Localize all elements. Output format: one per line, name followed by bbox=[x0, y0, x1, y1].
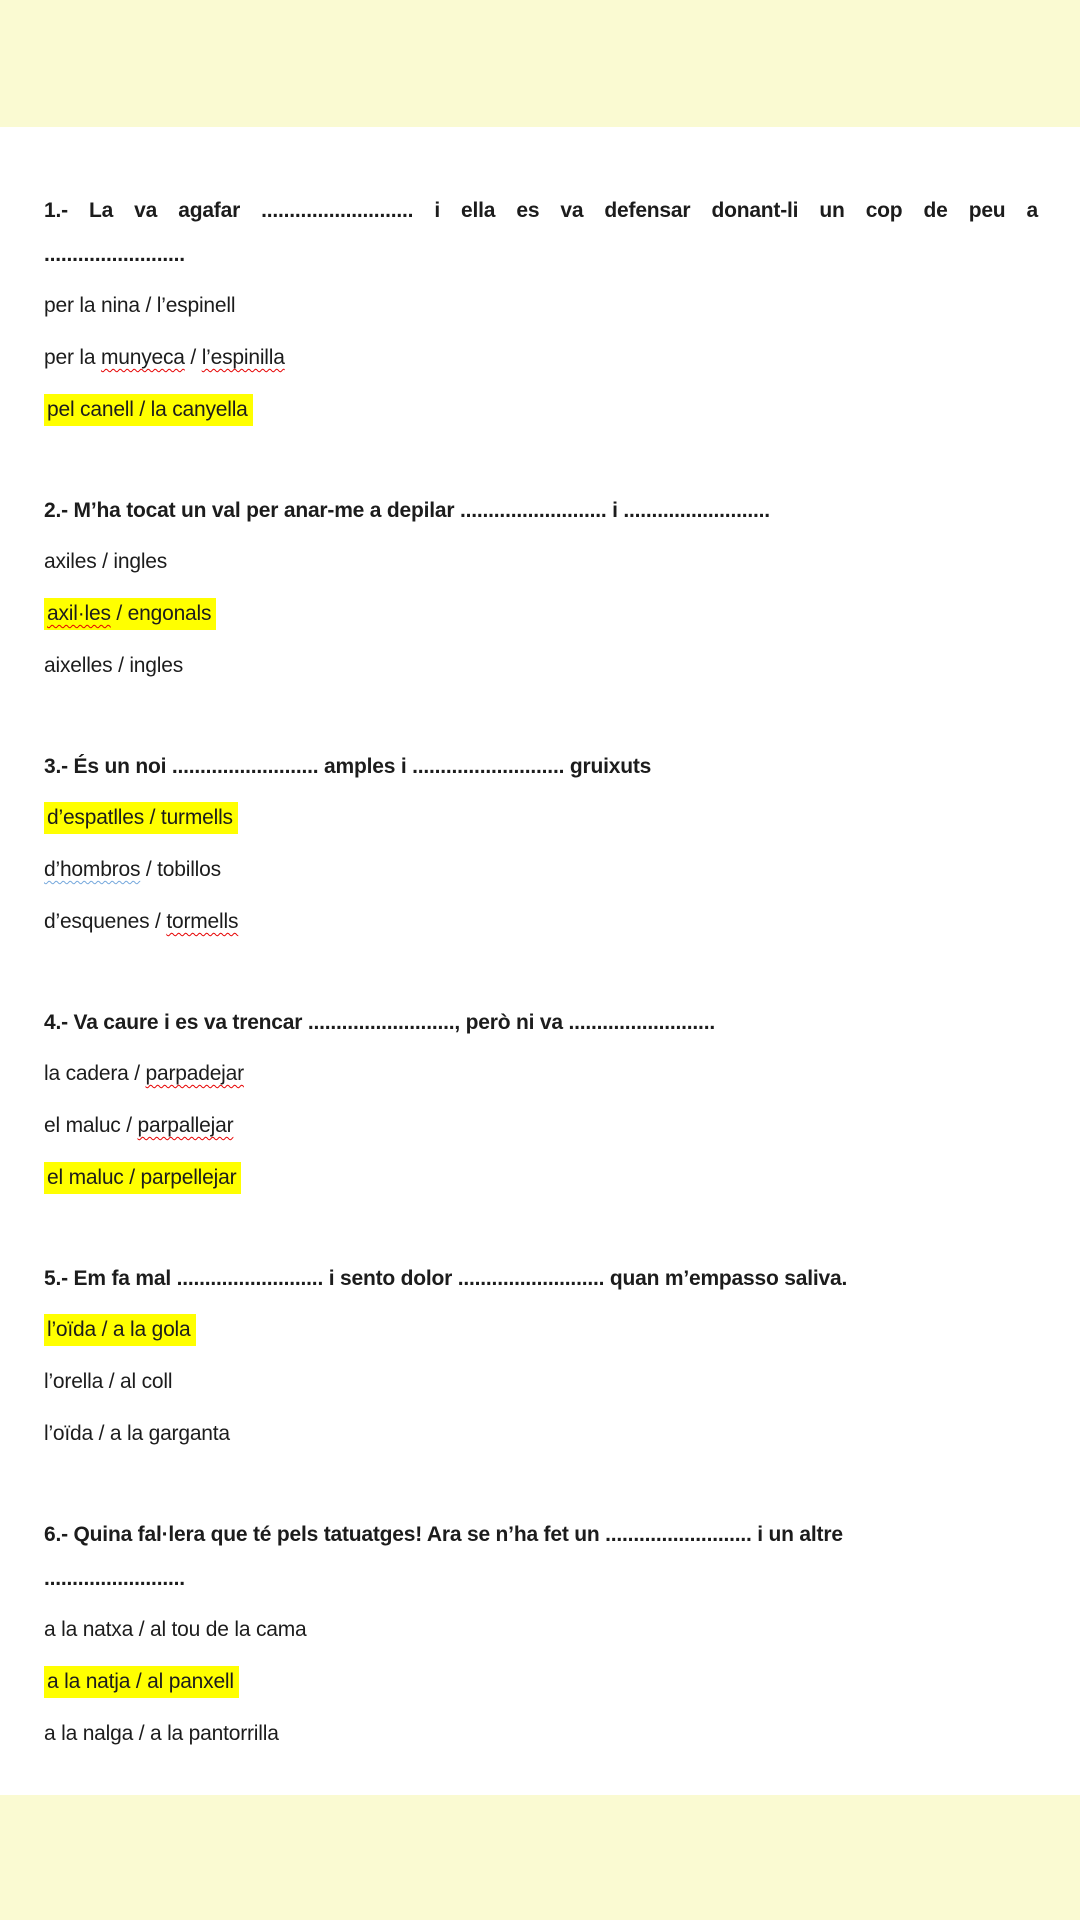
answer-option bbox=[44, 651, 1038, 681]
option-text: el maluc / parpellejar bbox=[47, 1166, 237, 1189]
answer-option-highlighted bbox=[44, 803, 1038, 833]
question-text bbox=[44, 1257, 1038, 1301]
highlight-marker bbox=[44, 1666, 239, 1698]
option-text: pel canell / la canyella bbox=[47, 398, 248, 421]
question-line: 1.- La va agafar ........................... i ella es va defensar donant-li un cop de peu a bbox=[44, 199, 1038, 222]
answer-option bbox=[44, 1059, 1038, 1089]
answer-option-highlighted bbox=[44, 1163, 1038, 1193]
option-text: / bbox=[184, 346, 202, 369]
question-block bbox=[44, 489, 1038, 681]
document-page bbox=[0, 127, 1080, 1795]
spellcheck-underlined-text: munyeca bbox=[100, 346, 185, 369]
answer-option bbox=[44, 547, 1038, 577]
option-text: a la natja / al panxell bbox=[47, 1670, 234, 1693]
option-text: d’espatlles / turmells bbox=[47, 806, 233, 829]
question-block bbox=[44, 745, 1038, 937]
spellcheck-underlined-text: parpadejar bbox=[145, 1062, 244, 1085]
highlight-marker bbox=[44, 1314, 196, 1346]
answer-option bbox=[44, 1719, 1038, 1749]
highlight-marker bbox=[44, 802, 238, 834]
answer-option bbox=[44, 907, 1038, 937]
page-margin-bottom bbox=[0, 1795, 1080, 1920]
answer-option bbox=[44, 291, 1038, 321]
question-text bbox=[44, 489, 1038, 533]
question-block bbox=[44, 1001, 1038, 1193]
answer-option-highlighted bbox=[44, 395, 1038, 425]
question-line: 2.- M’ha tocat un val per anar-me a depilar .......................... i .......................... bbox=[44, 499, 770, 522]
option-text: aixelles / ingles bbox=[44, 654, 184, 677]
grammar-underlined-text: d’hombros bbox=[44, 858, 141, 881]
option-text: a la nalga / a la pantorrilla bbox=[44, 1722, 279, 1745]
question-block bbox=[44, 189, 1038, 425]
question-blank-line: ......................... bbox=[44, 1567, 185, 1590]
question-text bbox=[44, 745, 1038, 789]
answer-option-highlighted bbox=[44, 599, 1038, 629]
option-text: el maluc / bbox=[44, 1114, 138, 1137]
answer-option bbox=[44, 1367, 1038, 1397]
option-text: per la bbox=[44, 346, 101, 369]
question-line: 3.- És un noi .......................... amples i ........................... gruixuts bbox=[44, 755, 652, 778]
option-text: per la nina / l’espinell bbox=[44, 294, 236, 317]
option-text: / engonals bbox=[110, 602, 212, 625]
answer-option bbox=[44, 343, 1038, 373]
question-block bbox=[44, 1513, 1038, 1749]
option-text: la cadera / bbox=[44, 1062, 146, 1085]
question-block bbox=[44, 1257, 1038, 1449]
option-text: axiles / ingles bbox=[44, 550, 168, 573]
spellcheck-underlined-text: tormells bbox=[166, 910, 239, 933]
question-line: 4.- Va caure i es va trencar .........................., però ni va .......................... bbox=[44, 1011, 715, 1034]
answer-option-highlighted bbox=[44, 1315, 1038, 1345]
question-line: 5.- Em fa mal .......................... i sento dolor .......................... quan m’empasso saliva. bbox=[44, 1267, 848, 1290]
answer-option bbox=[44, 1615, 1038, 1645]
option-text: a la natxa / al tou de la cama bbox=[44, 1618, 307, 1641]
spellcheck-underlined-text: axil·les bbox=[47, 602, 111, 625]
option-text: / tobillos bbox=[140, 858, 221, 881]
answer-option bbox=[44, 1111, 1038, 1141]
spellcheck-underlined-text: parpallejar bbox=[137, 1114, 234, 1137]
highlight-marker bbox=[44, 1162, 241, 1194]
highlight-marker bbox=[44, 394, 253, 426]
option-text: l’oïda / a la garganta bbox=[44, 1422, 230, 1445]
option-text: l’oïda / a la gola bbox=[47, 1318, 191, 1341]
question-text bbox=[44, 1513, 1038, 1601]
page-margin-top bbox=[0, 0, 1080, 127]
spellcheck-underlined-text: l’espinilla bbox=[201, 346, 285, 369]
question-text bbox=[44, 189, 1038, 277]
answer-option-highlighted bbox=[44, 1667, 1038, 1697]
question-line: 6.- Quina fal·lera que té pels tatuatges! Ara se n’ha fet un .......................... i un altre bbox=[44, 1523, 843, 1546]
option-text: d’esquenes / bbox=[44, 910, 167, 933]
option-text: l’orella / al coll bbox=[44, 1370, 173, 1393]
question-text bbox=[44, 1001, 1038, 1045]
highlight-marker bbox=[44, 598, 216, 630]
answer-option bbox=[44, 855, 1038, 885]
answer-option bbox=[44, 1419, 1038, 1449]
question-blank-line: ......................... bbox=[44, 243, 185, 266]
questions-list bbox=[44, 189, 1038, 1749]
